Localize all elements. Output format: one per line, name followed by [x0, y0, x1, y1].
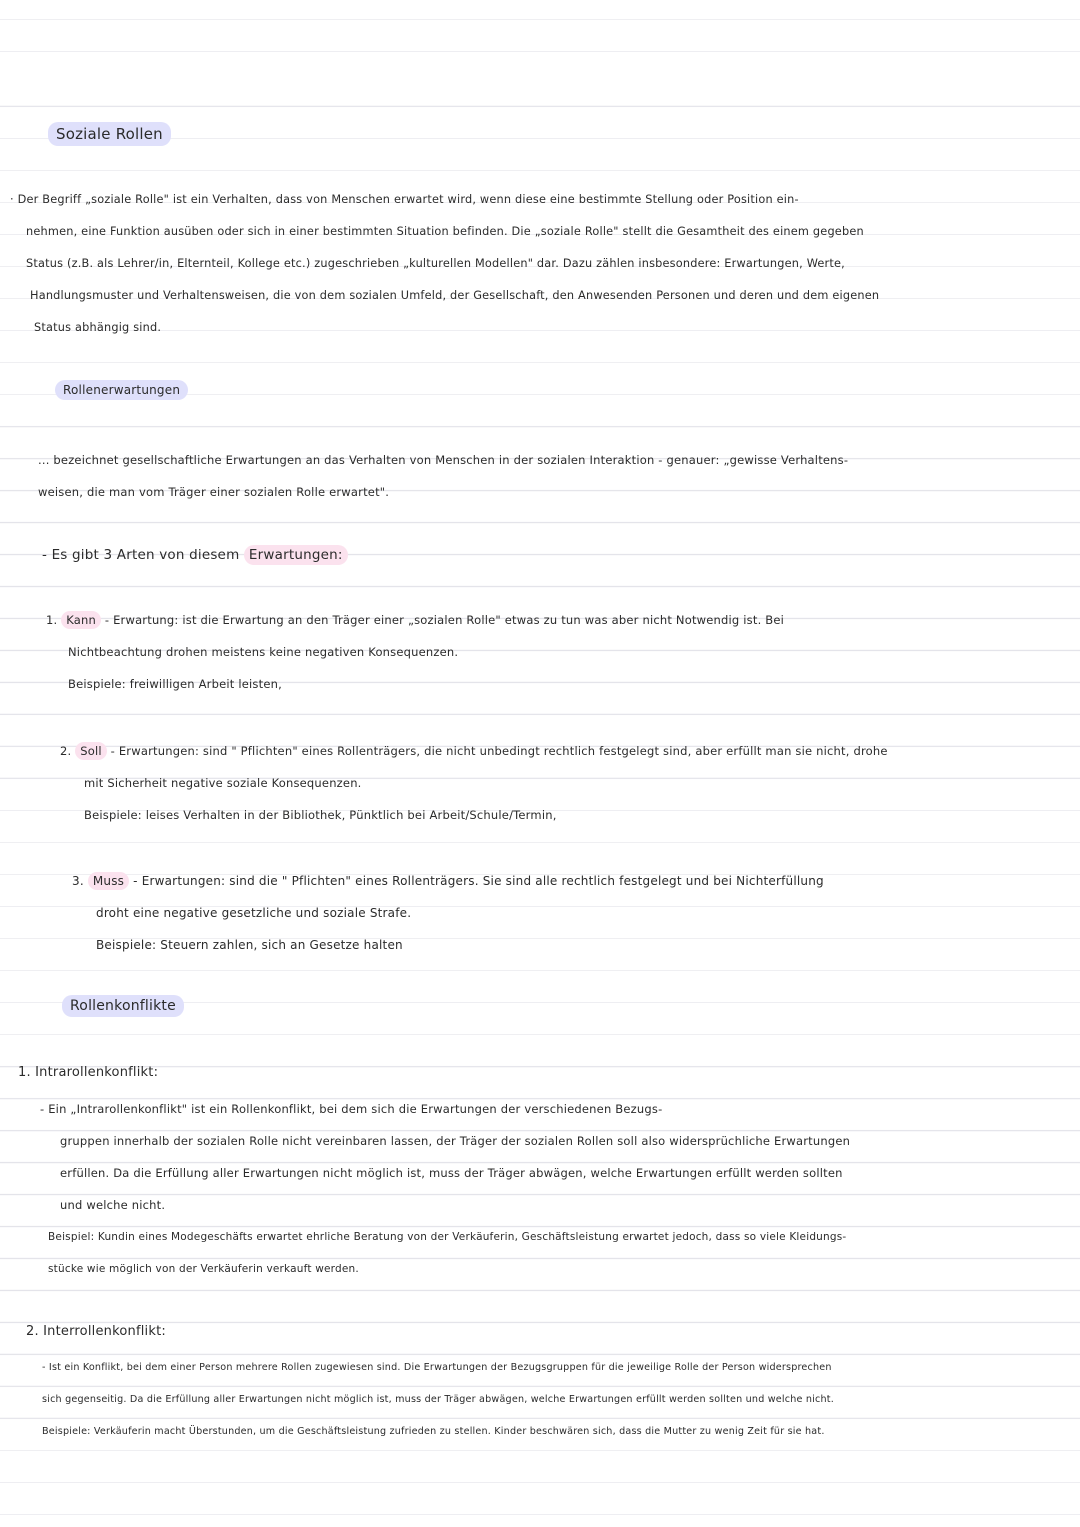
text-line: Status abhängig sind.: [34, 321, 162, 334]
term-erwartungen: Erwartungen:: [244, 545, 348, 565]
text-line: Handlungsmuster und Verhaltensweisen, die von dem sozialen Umfeld, der Gesellschaft, den Anwesenden Personen und deren und dem eigenen: [30, 289, 880, 302]
term-muss: Muss: [88, 872, 129, 890]
heading-rollenerwartungen: Rollenerwartungen: [55, 380, 188, 400]
interrollenkonflikt-title: 2. Interrollenkonflikt:: [26, 1324, 166, 1339]
heading-rollenkonflikte: Rollenkonflikte: [62, 995, 184, 1017]
example-line: Beispiele: freiwilligen Arbeit leisten,: [68, 677, 282, 691]
example-line: Beispiele: leises Verhalten in der Bibliothek, Pünktlich bei Arbeit/Schule/Termin,: [84, 808, 557, 822]
text-line: Status (z.B. als Lehrer/in, Elternteil, Kollege etc.) zugeschrieben „kulturellen Modellen" dar. Dazu zählen insbesondere: Erwartungen, Werte,: [26, 257, 845, 270]
text-line: · Der Begriff „soziale Rolle" ist ein Verhalten, dass von Menschen erwartet wird, wenn diese eine bestimmte Stellung oder Position ein-: [10, 193, 799, 206]
muss-erwartung-item: 3. Muss - Erwartungen: sind die " Pflichten" eines Rollenträgers. Sie sind alle rechtlich festgelegt und bei Nichterfüllung droht eine negative gesetzliche und soziale Strafe. Beispiele: Steuern zahlen, sich an Gesetze halten: [72, 865, 824, 961]
text-line: weisen, die man vom Träger einer sozialen Rolle erwartet".: [38, 485, 390, 499]
intrarollenkonflikt-paragraph: [40, 1093, 850, 1221]
text-line: - Ist ein Konflikt, bei dem einer Person mehrere Rollen zugewiesen sind. Die Erwartungen der Bezugsgruppen für die jeweilige Rolle der Person widersprechen: [42, 1362, 832, 1373]
rollenerwartungen-paragraph: [38, 444, 848, 508]
definition-paragraph: [10, 184, 879, 344]
text-line: - Ein „Intrarollenkonflikt" ist ein Rollenkonflikt, bei dem sich die Erwartungen der verschiedenen Bezugs-: [40, 1102, 663, 1116]
heading-soziale-rollen: Soziale Rollen: [48, 122, 171, 146]
text-line: gruppen innerhalb der sozialen Rolle nicht vereinbaren lassen, der Träger der sozialen Rollen soll also widersprüchliche Erwartungen: [60, 1134, 851, 1148]
text-line: und welche nicht.: [60, 1198, 166, 1212]
example-line: Beispiele: Steuern zahlen, sich an Gesetze halten: [96, 938, 403, 952]
soll-erwartung-item: 2. Soll - Erwartungen: sind " Pflichten" eines Rollenträgers, die nicht unbedingt rechtlich festgelegt sind, aber erfüllt man sie nicht, drohe mit Sicherheit negative soziale Konsequenzen. Beispiele: leises Verhalten in der Bibliothek, Pünktlich bei Arbeit/Schule/Termin,: [60, 735, 888, 831]
term-soll: Soll: [75, 742, 107, 760]
term-kann: Kann: [61, 611, 101, 629]
intrarollenkonflikt-title: 1. Intrarollenkonflikt:: [18, 1065, 159, 1080]
example-line: Beispiele: Verkäuferin macht Überstunden, um die Geschäftsleistung zufrieden zu stellen. Kinder beschwären sich, dass die Mutter zu wenig Zeit für sie hat.: [42, 1426, 825, 1437]
text-line: nehmen, eine Funktion ausüben oder sich in einer bestimmten Situation befinden. Die „soziale Rolle" stellt die Gesamtheit des einem gegeben: [26, 225, 864, 238]
text-line: ... bezeichnet gesellschaftliche Erwartungen an das Verhalten von Menschen in der sozialen Interaktion - genauer: „gewisse Verhaltens-: [38, 453, 849, 467]
kann-erwartung-item: 1. Kann - Erwartung: ist die Erwartung an den Träger einer „sozialen Rolle" etwas zu tun was aber nicht Notwendig ist. Bei Nichtbeachtung drohen meistens keine negativen Konsequenzen. Beispiele: freiwilligen Arbeit leisten,: [46, 604, 784, 700]
arten-intro: - Es gibt 3 Arten von diesem Erwartungen:: [42, 539, 348, 571]
text-line: erfüllen. Da die Erfüllung aller Erwartungen nicht möglich ist, muss der Träger abwägen, welche Erwartungen erfüllt werden sollten: [60, 1166, 843, 1180]
interrollenkonflikt-paragraph: [42, 1352, 834, 1448]
intrarollenkonflikt-example: Beispiel: Kundin eines Modegeschäfts erwartet ehrliche Beratung von der Verkäuferin, Geschäftsleistung erwartet jedoch, dass so viele Kleidungs- stücke wie möglich von der Verkäuferin verkauft werden.: [48, 1231, 847, 1275]
text-line: sich gegenseitig. Da die Erfüllung aller Erwartungen nicht möglich ist, muss der Träger abwägen, welche Erwartungen erfüllt werden sollten und welche nicht.: [42, 1394, 834, 1405]
